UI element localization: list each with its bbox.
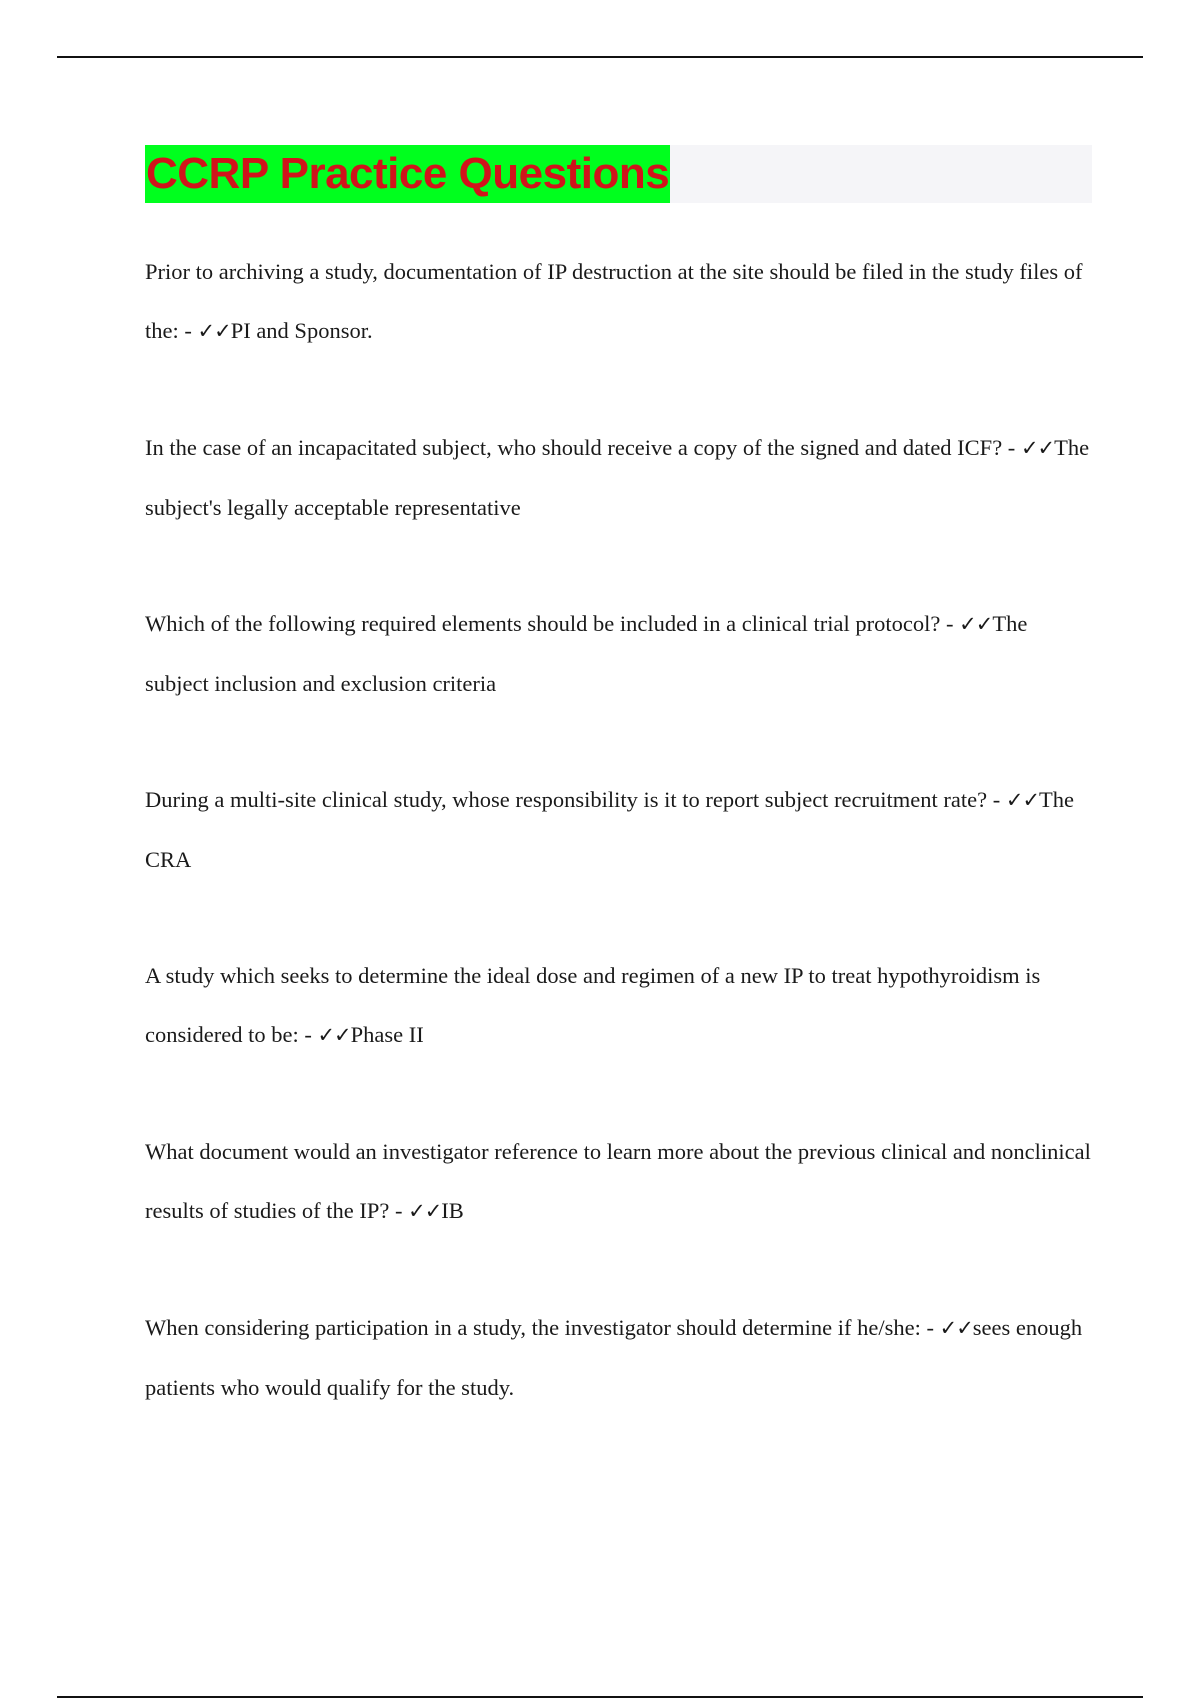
question-text: A study which seeks to determine the ideal dose and regimen of a new IP to treat hypothyroidism is considered to be: - [145,963,1041,1047]
answer-text: The subject inclusion and exclusion criteria [145,611,1028,696]
double-check-icon: ✓✓ [197,319,231,343]
qa-item [145,1298,1095,1416]
double-check-icon: ✓✓ [317,1023,351,1047]
double-check-icon: ✓✓ [959,612,993,636]
double-check-icon: ✓✓ [939,1316,973,1340]
qa-item [145,1122,1095,1240]
answer-text: IB [441,1198,464,1223]
double-check-icon: ✓✓ [1020,436,1055,460]
question-text: When considering participation in a study, the investigator should determine if he/she: - [145,1315,940,1340]
question-list [145,242,1095,1474]
double-check-icon: ✓✓ [1005,788,1040,812]
qa-item [145,946,1095,1064]
qa-item [145,418,1095,536]
double-check-icon: ✓✓ [408,1199,442,1223]
answer-text: The CRA [145,787,1075,872]
answer-text: sees enough patients who would qualify for the study. [145,1315,1083,1400]
top-rule [57,56,1143,58]
page-title: CCRP Practice Questions [145,145,670,203]
title-band [145,145,1092,203]
qa-item [145,594,1095,712]
question-text: During a multi-site clinical study, whose responsibility is it to report subject recruitment rate? - [145,787,1006,812]
answer-text: The subject's legally acceptable representative [145,435,1090,520]
qa-item [145,770,1095,888]
question-text: Which of the following required elements should be included in a clinical trial protocol? - [145,611,960,636]
qa-item [145,242,1095,360]
answer-text: PI and Sponsor. [230,318,373,343]
question-text: In the case of an incapacitated subject, who should receive a copy of the signed and dated ICF? - [145,435,1021,460]
question-text: What document would an investigator reference to learn more about the previous clinical and nonclinical results of studies of the IP? - [145,1139,1091,1223]
question-text: Prior to archiving a study, documentation of IP destruction at the site should be filed in the study files of the: - [145,259,1083,343]
bottom-rule [57,1696,1143,1698]
answer-text: Phase II [350,1022,424,1047]
